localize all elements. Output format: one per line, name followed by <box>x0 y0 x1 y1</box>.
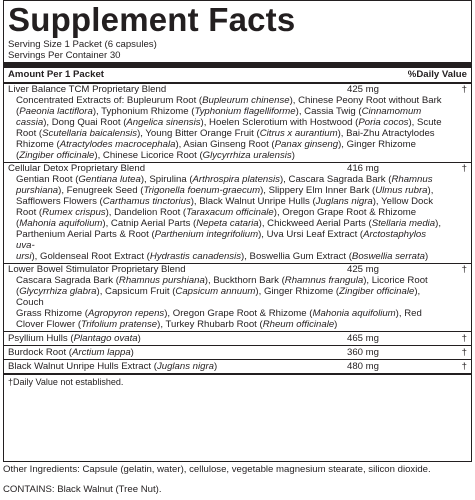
simple-ingredient-list <box>8 332 467 373</box>
dv-header: %Daily Value <box>407 69 467 80</box>
ingredient-text: Grass Rhizome ( <box>16 308 88 319</box>
ingredient-text: Root ( <box>16 207 43 218</box>
latin-name: purshiana <box>16 185 59 196</box>
ingredient-text: ), Turkey Rhubarb Root ( <box>157 319 263 330</box>
ingredient-text: ), Ginger Rhizome ( <box>255 286 340 297</box>
latin-name: Rhamnus purshiana <box>118 275 205 286</box>
ingredient-text: ( <box>16 286 20 297</box>
latin-name: Rheum officinale <box>262 319 335 330</box>
blend-row <box>8 163 467 174</box>
ingredient-text: Root ( <box>16 128 43 139</box>
ingredient-text: ) <box>334 319 338 330</box>
ingredient-text: ) <box>137 333 141 344</box>
ingredient-text: ), Dong Quai Root ( <box>43 117 127 128</box>
blend-ingredients <box>8 174 467 262</box>
ingredient-line <box>16 196 447 207</box>
blend-row <box>8 84 467 95</box>
dagger-mark: † <box>461 264 467 275</box>
ingredient-line <box>16 185 447 196</box>
latin-name: Mahonia aquifolium <box>312 308 396 319</box>
blend-list <box>8 84 467 332</box>
ingredient-text: ) <box>424 251 429 262</box>
ingredient-text: ), Black Walnut Unripe Hulls ( <box>190 196 316 207</box>
latin-name: Plantago ovata <box>73 333 138 344</box>
footnote: †Daily Value not established. <box>8 377 124 387</box>
ingredient-text: ( <box>16 218 20 229</box>
ingredient-text: ), Dandelion Root ( <box>105 207 187 218</box>
ingredient-text: Rhizome ( <box>16 139 60 150</box>
latin-name: Trigonella foenum-graecum <box>143 185 261 196</box>
ingredient-amount: 480 mg <box>347 361 379 372</box>
latin-name: Arthrospira platensis <box>192 174 280 185</box>
ingredient-text: ), Fenugreek Seed ( <box>58 185 144 196</box>
ingredient-text: Clover Flower ( <box>16 319 82 330</box>
dagger-mark: † <box>461 163 467 174</box>
ingredient-row <box>8 360 467 373</box>
ingredient-name <box>8 361 217 372</box>
ingredient-line <box>16 218 447 229</box>
blend-block <box>8 84 467 162</box>
latin-name: Hydrastis canadensis <box>149 251 242 262</box>
latin-name: Juglans nigra <box>315 196 373 207</box>
ingredient-text: ), Chickweed Aerial Parts ( <box>258 218 372 229</box>
ingredient-text: ), Couch <box>16 286 421 308</box>
ingredient-text: ), Cassia Twig ( <box>295 106 362 117</box>
latin-name: Parthenium integrifolium <box>154 229 259 240</box>
blend-block <box>8 264 467 331</box>
ingredient-text: ), Catnip Aerial Parts ( <box>102 218 197 229</box>
ingredient-text: ), Chinese Licorice Root ( <box>94 150 203 161</box>
ingredient-line <box>16 139 447 150</box>
blend-name: Cellular Detox Proprietary Blend <box>8 163 146 174</box>
latin-name: Arctostaphylos uva- <box>16 229 427 251</box>
ingredient-amount: 360 mg <box>347 347 379 358</box>
latin-name: Agropyron repens <box>87 308 165 319</box>
ingredient-text: ), <box>427 185 434 196</box>
latin-name: Rumex crispus <box>42 207 106 218</box>
ingredient-text: ), Typhonium Rhizome ( <box>92 106 195 117</box>
blend-row <box>8 264 467 275</box>
ingredient-text: ), Goldenseal Root Extract ( <box>31 251 150 262</box>
latin-name: Citrus x aurantium <box>259 128 338 139</box>
amount-header: Amount Per 1 Packet <box>8 69 104 80</box>
latin-name: cassia <box>16 117 44 128</box>
blend-block <box>8 163 467 263</box>
panel-title: Supplement Facts <box>8 1 296 38</box>
ingredient-row <box>8 346 467 359</box>
ingredient-text: Safflowers Flowers ( <box>16 196 103 207</box>
blend-amount: 425 mg <box>347 264 379 275</box>
blend-amount: 425 mg <box>347 84 379 95</box>
blend-name: Lower Bowel Stimulator Proprietary Blend <box>8 264 186 275</box>
servings-per-container: Servings Per Container 30 <box>8 50 121 61</box>
facts-panel <box>3 0 472 462</box>
dagger-mark: † <box>461 347 467 358</box>
ingredient-line <box>16 150 447 161</box>
ingredient-line <box>16 319 447 330</box>
ingredient-text: ), Ginger Rhizome <box>338 139 416 150</box>
other-ingredients: Other Ingredients: Capsule (gelatin, water), cellulose, vegetable magnesium stearate, silicon dioxide. <box>3 464 431 475</box>
latin-name: Paeonia lactiflora <box>19 106 93 117</box>
ingredient-line <box>16 174 447 185</box>
ingredient-text: ), <box>435 218 442 229</box>
ingredient-text: ( <box>16 150 20 161</box>
blend-ingredients <box>8 95 467 161</box>
latin-name: Trifolium pratense <box>81 319 158 330</box>
blend-amount: 416 mg <box>347 163 379 174</box>
ingredient-amount: 465 mg <box>347 333 379 344</box>
latin-name: Juglans nigra <box>156 361 215 372</box>
ingredient-text: ) <box>130 347 134 358</box>
ingredient-line <box>16 275 447 286</box>
latin-name: Zingiber officinale <box>19 150 95 161</box>
ingredient-text: ), Hoelen Sclerotium with Hostwood ( <box>200 117 359 128</box>
latin-name: Typhonium flagelliforme <box>194 106 296 117</box>
latin-name: Poria cocos <box>358 117 409 128</box>
latin-name: Stellaria media <box>371 218 436 229</box>
dagger-mark: † <box>461 361 467 372</box>
ingredient-row <box>8 332 467 345</box>
latin-name: Taraxacum officinale <box>186 207 274 218</box>
dagger-mark: † <box>461 84 467 95</box>
ingredient-line <box>16 207 447 218</box>
latin-name: Zingiber officinale <box>339 286 415 297</box>
latin-name: Rhamnus <box>391 174 433 185</box>
ingredient-line <box>16 106 447 117</box>
ingredient-text: ), Uva Ursi Leaf Extract ( <box>258 229 364 240</box>
ingredient-text: ), Slippery Elm Inner Bark ( <box>260 185 376 196</box>
latin-name: Bupleurum chinense <box>202 95 290 106</box>
ingredient-text: ), Boswellia Gum Extract ( <box>241 251 352 262</box>
ingredient-text: ), Oregon Grape Root & Rhizome <box>273 207 417 218</box>
ingredient-text: ), Chinese Peony Root without Bark <box>289 95 442 106</box>
blend-name: Liver Balance TCM Proprietary Blend <box>8 84 167 95</box>
dagger-mark: † <box>461 333 467 344</box>
latin-name: Atractylodes macrocephala <box>59 139 176 150</box>
ingredient-text: ), Asian Ginseng Root ( <box>175 139 275 150</box>
latin-name: Carthamus tinctorius <box>102 196 191 207</box>
ingredient-line <box>16 251 447 262</box>
ingredient-text: ), Spirulina ( <box>140 174 193 185</box>
latin-name: Nepeta cataria <box>196 218 259 229</box>
ingredient-text: ), Cascara Sagrada Bark ( <box>279 174 392 185</box>
ingredient-line <box>16 308 447 319</box>
ingredient-text: ), Scute <box>408 117 442 128</box>
ingredient-line <box>16 128 447 139</box>
ingredient-line <box>16 117 447 128</box>
ingredient-text: ), Capsicum Fruit ( <box>96 286 176 297</box>
allergen-statement: CONTAINS: Black Walnut (Tree Nut). <box>3 484 162 495</box>
ingredient-text: ), Red <box>395 308 422 319</box>
ingredient-text: Gentian Root ( <box>16 174 79 185</box>
latin-name: Glycyrrhiza uralensis <box>202 150 292 161</box>
serving-size: Serving Size 1 Packet (6 capsules) <box>8 39 157 50</box>
latin-name: Scutellaria baicalensis <box>42 128 138 139</box>
ingredient-text: Parthenium Aerial Parts & Root ( <box>16 229 155 240</box>
ingredient-text: ) <box>291 150 295 161</box>
ingredient-text: ), Bai-Zhu Atractylodes <box>337 128 435 139</box>
ingredient-name <box>8 333 141 344</box>
latin-name: Glycyrrhiza glabra <box>19 286 97 297</box>
ingredient-line <box>16 286 447 308</box>
blend-ingredients <box>8 275 467 330</box>
ingredient-text: ( <box>16 106 20 117</box>
ingredient-text: ), Yellow Dock <box>372 196 433 207</box>
latin-name: Panax ginseng <box>274 139 339 150</box>
latin-name: Gentiana lutea <box>78 174 141 185</box>
latin-name: Capsicum annuum <box>175 286 256 297</box>
ingredient-text: ) <box>214 361 218 372</box>
latin-name: Angelica sinensis <box>126 117 201 128</box>
ingredient-text: Cascara Sagrada Bark ( <box>16 275 119 286</box>
latin-name: Mahonia aquifolium <box>19 218 103 229</box>
ingredient-name <box>8 347 134 358</box>
latin-name: Boswellia serrata <box>351 251 425 262</box>
ingredient-text: ), Buckthorn Bark ( <box>204 275 285 286</box>
ingredient-text: Black Walnut Unripe Hulls Extract ( <box>8 361 157 372</box>
ingredient-text: Psyllium Hulls ( <box>8 333 74 344</box>
ingredient-line <box>16 95 447 106</box>
latin-name: ursi <box>16 251 32 262</box>
latin-name: Cinnamomum <box>361 106 422 117</box>
latin-name: Arctium lappa <box>72 347 131 358</box>
ingredient-text: ), Young Bitter Orange Fruit ( <box>137 128 260 139</box>
latin-name: Rhamnus frangula <box>284 275 364 286</box>
ingredient-text: ), Oregon Grape Root & Rhizome ( <box>164 308 313 319</box>
column-header <box>8 68 467 82</box>
ingredient-text: Burdock Root ( <box>8 347 72 358</box>
latin-name: Ulmus rubra <box>375 185 428 196</box>
ingredient-text: Concentrated Extracts of: Bupleurum Root ( <box>16 95 203 106</box>
ingredient-line <box>16 229 447 251</box>
ingredient-text: ), Licorice Root <box>363 275 428 286</box>
